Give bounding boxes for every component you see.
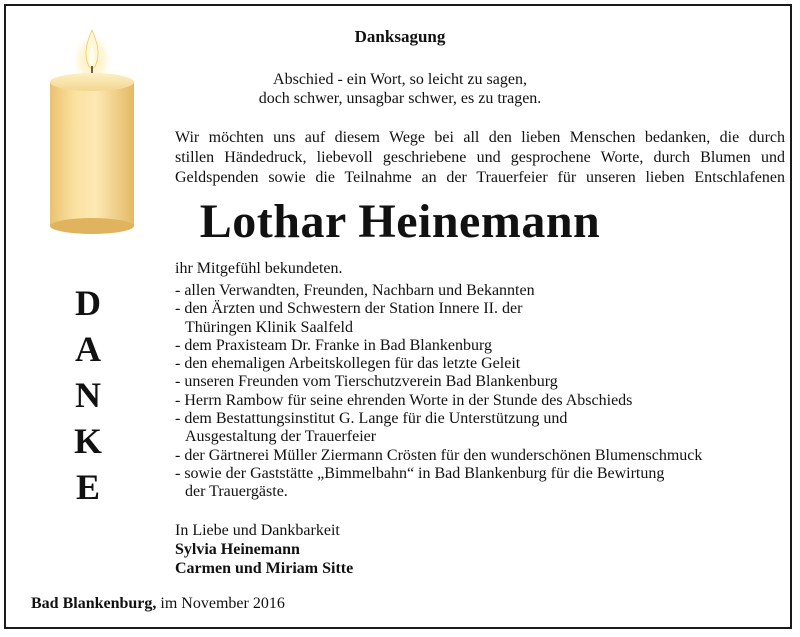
- thanks-item: - den Ärzten und Schwestern der Station Innere II. der: [175, 300, 523, 318]
- side-letter: N: [75, 375, 101, 415]
- thanks-item: - dem Praxisteam Dr. Franke in Bad Blankenburg: [175, 336, 492, 354]
- thanks-item-continuation: der Trauergäste.: [185, 483, 288, 501]
- place-name: Bad Blankenburg,: [31, 595, 157, 612]
- thanks-item: - den ehemaligen Arbeitskollegen für das letzte Geleit: [175, 355, 521, 373]
- thanks-list: [175, 282, 785, 502]
- side-letter: E: [75, 467, 100, 507]
- side-word-danke: [58, 280, 118, 510]
- thanks-item: - der Gärtnerei Müller Ziermann Crösten für den wunderschönen Blumenschmuck: [175, 446, 703, 464]
- thanks-item: - unseren Freunden vom Tierschutzverein Bad Blankenburg: [175, 373, 558, 391]
- deceased-name: Lothar Heinemann: [199, 195, 601, 248]
- side-letter: D: [75, 283, 101, 323]
- signer-name: Sylvia Heinemann: [175, 541, 300, 558]
- intro-line: stillen Händedruck, liebevoll geschriebene und gesprochene Worte, durch Blumen und: [175, 149, 785, 166]
- thanks-item-continuation: Thüringen Klinik Saalfeld: [185, 318, 353, 336]
- heading-danksagung: Danksagung: [354, 27, 446, 46]
- side-letter: K: [73, 421, 102, 461]
- closing-greeting: In Liebe und Dankbarkeit: [175, 522, 340, 539]
- closing-block: [175, 521, 353, 578]
- side-letter: A: [75, 329, 101, 369]
- candle-icon: [46, 26, 138, 236]
- thanks-item: - allen Verwandten, Freunden, Nachbarn und Bekannten: [175, 282, 535, 299]
- place-date-line: [31, 594, 285, 614]
- thanks-item: - dem Bestattungsinstitut G. Lange für die Unterstützung und: [175, 410, 568, 428]
- signer-name: Carmen und Miriam Sitte: [175, 560, 354, 577]
- condolence-line: ihr Mitgefühl bekundeten.: [175, 260, 343, 277]
- intro-line: Geldspenden sowie die Teilnahme an der Trauerfeier für unseren lieben Entschlafenen: [175, 169, 785, 186]
- poem-line: Abschied - ein Wort, so leicht zu sagen,: [273, 71, 527, 88]
- intro-line: Wir möchten uns auf diesem Wege bei all den lieben Menschen bedanken, die durch: [175, 129, 785, 146]
- farewell-poem: [200, 70, 600, 108]
- date-text: im November 2016: [160, 595, 285, 612]
- poem-line: doch schwer, unsagbar schwer, es zu tragen.: [258, 90, 542, 107]
- thanks-item: - Herrn Rambow für seine ehrenden Worte in der Stunde des Abschieds: [175, 391, 633, 409]
- intro-paragraph: [175, 128, 785, 188]
- thanks-item: - sowie der Gaststätte „Bimmelbahn“ in Bad Blankenburg für die Bewirtung: [175, 464, 665, 482]
- thanks-item-continuation: Ausgestaltung der Trauerfeier: [185, 428, 377, 446]
